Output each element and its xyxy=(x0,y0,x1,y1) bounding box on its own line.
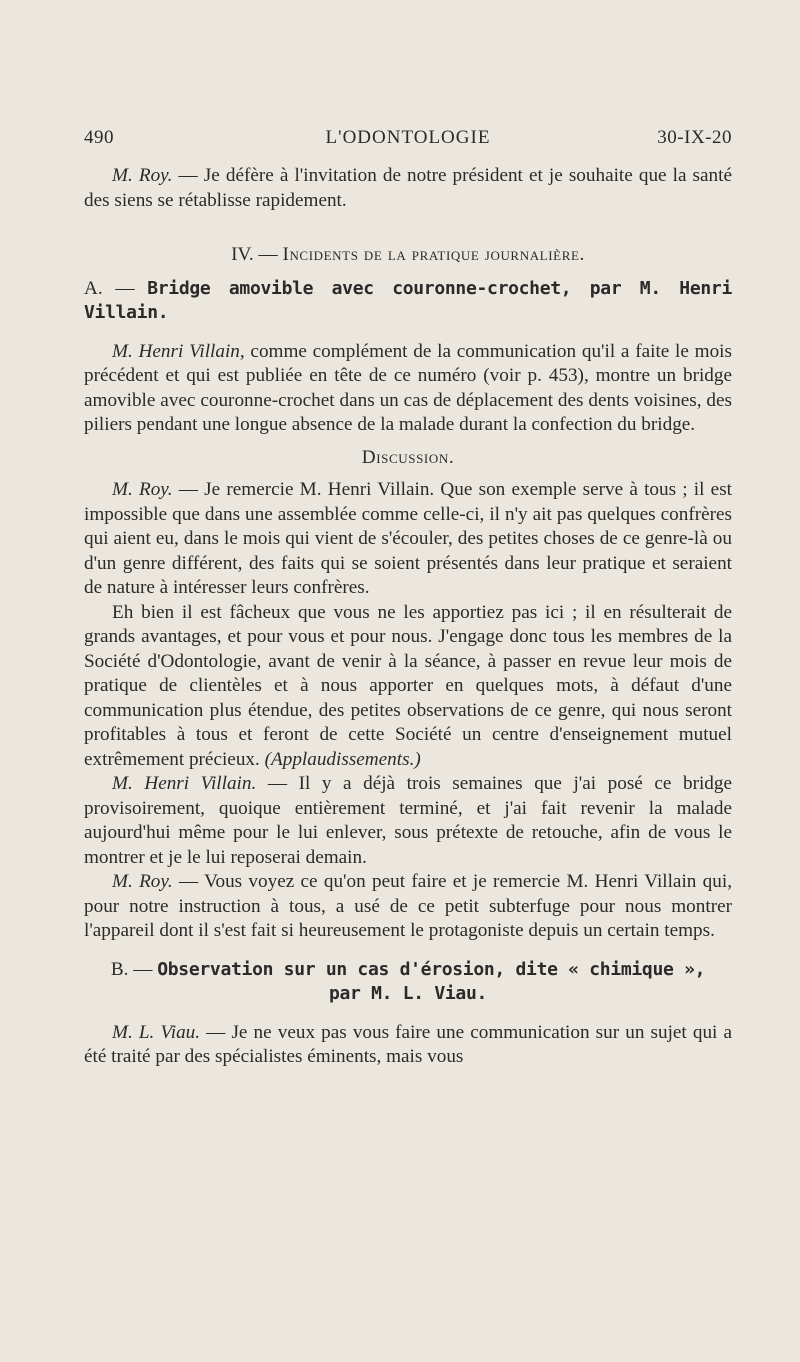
paragraph-text: comme complément de la communication qu'il a faite le mois précédent et qui est publiée en tête de ce numéro (voir p. 453), montre un bridge amovible avec couronne-crochet dans un cas de déplacement des dents voisines, des piliers pendant une longue absence de la malade durant la confection du bridge. xyxy=(84,340,732,435)
discussion-heading: Discussion. xyxy=(361,446,455,468)
paragraph-roy-1 xyxy=(84,164,732,213)
paragraph-text: Eh bien il est fâcheux que vous ne les apportiez pas ici ; il en résulterait de grands avantages, et pour vous et pour nous. J'engage donc tous les membres de la Société d'Odontologie, avant de venir à la séance, à passer en revue leur mois de pratique de clientèles et à nous apporter en quelques mots, à défaut d'une communication plus étendue, des petites observations de ce genre, qui nous seront profitables à tous et feront de cette Société un centre d'enseignement mutuel extrêmement précieux. xyxy=(84,601,732,770)
subsection-title-line2: par M. L. Viau. xyxy=(328,983,488,1004)
subsection-label: B. — xyxy=(110,958,158,980)
journal-title: L'ODONTOLOGIE xyxy=(325,127,491,148)
paragraph-roy-3 xyxy=(84,601,732,773)
paragraph-text: — Je ne veux pas vous faire une communication sur un sujet qui a été traité par des spécialistes éminents, mais vous xyxy=(84,1021,732,1067)
paragraph-roy-2 xyxy=(84,478,732,601)
subsection-label: A. — xyxy=(84,277,148,299)
speaker-name: M. L. Viau. xyxy=(112,1021,201,1043)
paragraph-text: — Je défère à l'invitation de notre président et je souhaite que la santé des siens se rétablisse rapidement. xyxy=(84,165,732,211)
speaker-name: M. Henri Villain, xyxy=(112,340,245,362)
section-heading xyxy=(84,243,732,268)
subsection-title-line1: Observation sur un cas d'érosion, dite « chimique », xyxy=(157,958,706,980)
section-numeral: IV. — xyxy=(231,244,283,265)
speaker-name: M. Roy. xyxy=(112,871,173,892)
paragraph-text: — Je remercie M. Henri Villain. Que son exemple serve à tous ; il est impossible que dans une assemblée comme celle-ci, il n'y ait pas quelques confrères qui aient eu, dans le mois qui vient de s'écouler, des petites choses de ce genre-là ou d'un genre différent, des faits qui se soient présentés dans leur pratique et seraient de nature à intéresser leurs confrères. xyxy=(84,479,732,598)
issue-date: 30-IX-20 xyxy=(657,127,732,148)
speaker-name: M. Henri Villain. xyxy=(112,773,257,794)
paragraph-roy-4 xyxy=(84,870,732,944)
speaker-name: M. Roy. xyxy=(112,479,173,500)
section-title: Incidents de la pratique journalière. xyxy=(282,244,585,265)
speaker-name: M. Roy. xyxy=(112,165,173,186)
paragraph-text: — Il y a déjà trois semaines que j'ai posé ce bridge provisoirement, quoique entièrement terminé, et j'ai fait revenir la malade aujourd'hui même pour le lui enlever, sous prétexte de retouche, afin de vous le montrer et je le lui reposerai demain. xyxy=(84,773,732,868)
subsection-title: Bridge amovible avec couronne-crochet, par M. Henri Villain. xyxy=(84,277,732,323)
paragraph-viau-1 xyxy=(84,1021,732,1070)
paragraph-villain-2 xyxy=(84,772,732,870)
applause-note: (Applaudissements.) xyxy=(264,748,421,770)
running-header xyxy=(84,127,732,153)
page-number: 490 xyxy=(84,127,114,148)
paragraph-text: — Vous voyez ce qu'on peut faire et je remercie M. Henri Villain qui, pour notre instruction à tous, a usé de ce petit subterfuge pour nous montrer l'appareil dont il s'est fait si heureusement le protagoniste depuis un certain temps. xyxy=(84,871,732,941)
body-text xyxy=(84,164,732,1070)
subsection-a-heading xyxy=(84,277,732,326)
paragraph-villain-1 xyxy=(84,340,732,438)
subsection-b-heading xyxy=(84,958,732,1007)
